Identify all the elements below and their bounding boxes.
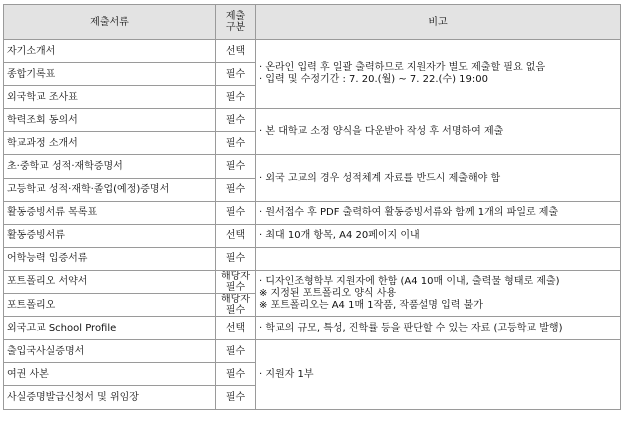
header-category-line1: 제출 — [225, 11, 246, 22]
remark-empty — [256, 247, 621, 270]
remark-line: · 디자인조형학부 지원자에 한함 (A4 10매 이내, 출력물 형태로 제출) — [259, 275, 560, 287]
document-name: 초·중학교 성적·재학증명서 — [4, 155, 216, 178]
table-row — [4, 247, 621, 270]
remark-line: ※ 포트폴리오는 A4 1매 1작품, 작품설명 입력 불가 — [259, 299, 483, 311]
remark-line: ※ 지정된 포트폴리오 양식 사용 — [259, 287, 397, 299]
document-name: 고등학교 성적·재학·졸업(예정)증명서 — [4, 178, 216, 201]
category: 필수 — [216, 247, 256, 270]
document-name: 학교과정 소개서 — [4, 132, 216, 155]
remark-online — [256, 40, 621, 109]
table-row — [4, 224, 621, 247]
remark-applicant: · 지원자 1부 — [256, 340, 621, 409]
category: 필수 — [216, 63, 256, 86]
document-name: 외국고교 School Profile — [4, 317, 216, 340]
category: 선택 — [216, 40, 256, 63]
category: 필수 — [216, 155, 256, 178]
document-name: 활동증빙서류 — [4, 224, 216, 247]
table-header-row — [4, 5, 621, 40]
document-name: 여권 사본 — [4, 363, 216, 386]
document-name: 사실증명발급신청서 및 위임장 — [4, 386, 216, 409]
remark-activity-list: · 원서접수 후 PDF 출력하여 활동증빙서류와 함께 1개의 파일로 제출 — [256, 201, 621, 224]
category: 선택 — [216, 317, 256, 340]
category: 필수 — [216, 386, 256, 409]
category — [216, 294, 256, 317]
category: 필수 — [216, 178, 256, 201]
category — [216, 270, 256, 293]
category: 필수 — [216, 132, 256, 155]
category: 필수 — [216, 109, 256, 132]
remark-portfolio — [256, 270, 621, 316]
document-name: 포트폴리오 — [4, 294, 216, 317]
category: 선택 — [216, 224, 256, 247]
remark-line: · 입력 및 수정기간 : 7. 20.(월) ~ 7. 22.(수) 19:00 — [259, 74, 488, 86]
document-name: 어학능력 입증서류 — [4, 247, 216, 270]
document-name: 포트폴리오 서약서 — [4, 270, 216, 293]
category: 필수 — [216, 86, 256, 109]
category-line2: 필수 — [225, 281, 246, 293]
remark-school-form: · 본 대학교 소정 양식을 다운받아 작성 후 서명하여 제출 — [256, 109, 621, 155]
table-row — [4, 40, 621, 63]
remark-line: · 온라인 입력 후 일괄 출력하므로 지원자가 별도 제출할 필요 없음 — [259, 62, 546, 74]
table-row — [4, 155, 621, 178]
category: 필수 — [216, 340, 256, 363]
category: 필수 — [216, 363, 256, 386]
document-name: 출입국사실증명서 — [4, 340, 216, 363]
category-line1: 해당자 — [221, 294, 250, 306]
document-name: 자기소개서 — [4, 40, 216, 63]
table-row — [4, 317, 621, 340]
header-remarks: 비고 — [256, 5, 621, 40]
remark-activity: · 최대 10개 항목, A4 20페이지 이내 — [256, 224, 621, 247]
document-name: 학력조회 동의서 — [4, 109, 216, 132]
category: 필수 — [216, 201, 256, 224]
remark-grading: · 외국 고교의 경우 성적체계 자료를 반드시 제출해야 함 — [256, 155, 621, 201]
header-documents: 제출서류 — [4, 5, 216, 40]
table-row — [4, 340, 621, 363]
document-name: 외국학교 조사표 — [4, 86, 216, 109]
document-name: 활동증빙서류 목록표 — [4, 201, 216, 224]
submission-documents-table — [3, 4, 621, 410]
table-row — [4, 270, 621, 293]
remark-profile: · 학교의 규모, 특성, 진학률 등을 판단할 수 있는 자료 (고등학교 발행) — [256, 317, 621, 340]
category-line2: 필수 — [225, 305, 246, 317]
table-row — [4, 201, 621, 224]
table-row — [4, 109, 621, 132]
category-line1: 해당자 — [221, 270, 250, 282]
header-category-line2: 구분 — [225, 22, 246, 33]
document-name: 종합기록표 — [4, 63, 216, 86]
header-category — [216, 5, 256, 40]
